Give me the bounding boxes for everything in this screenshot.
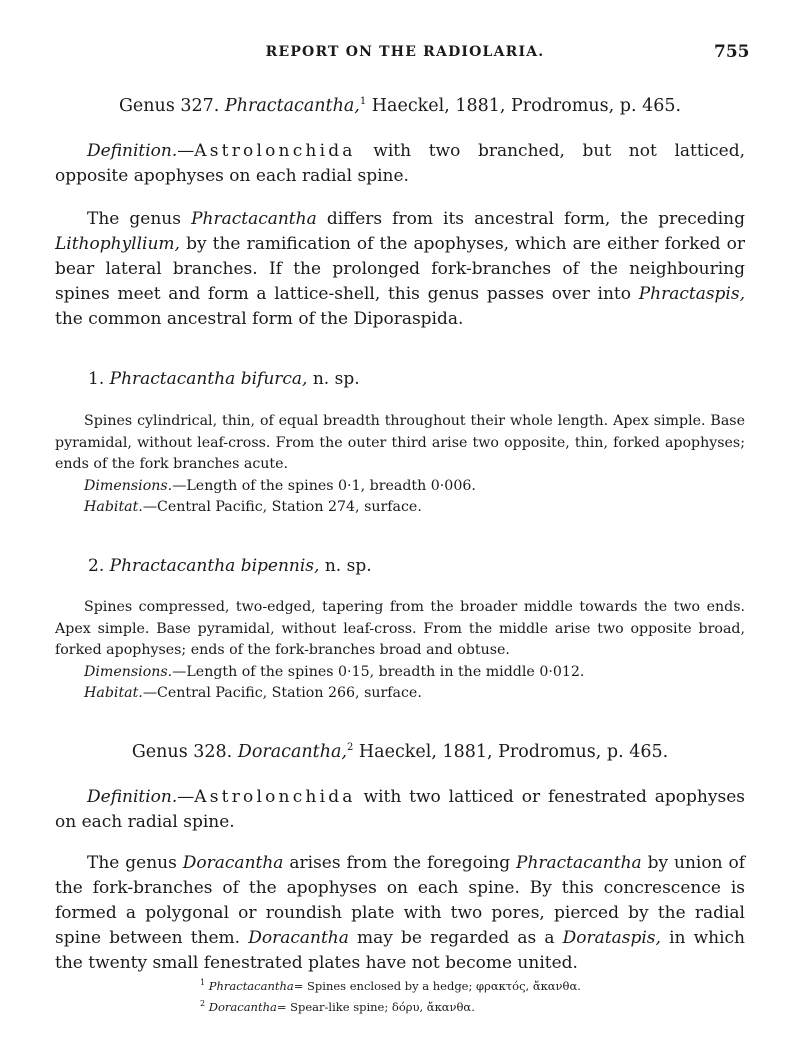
genus-328-definition: Definition.—Astrolonchida with two latticed or fenestrated apophyses on each radial spine. xyxy=(55,787,745,832)
genus-name: Doracantha, xyxy=(237,742,347,762)
species-name: Phractacantha bipennis, xyxy=(109,556,320,576)
page-number: 755 xyxy=(714,42,750,62)
dimensions-line: Dimensions.—Length of the spines 0·15, breadth in the middle 0·012. xyxy=(84,663,585,680)
genus-327-heading xyxy=(0,96,800,116)
footnote-1: $^1$ Phractacantha= Spines enclosed by a hedge; φρακτός, ἄκανθα. xyxy=(200,978,581,993)
genus-name: Phractacantha, xyxy=(224,96,360,116)
footnote-mark: 2 xyxy=(346,742,354,754)
genus-citation: Haeckel, 1881, Prodromus, p. 465. xyxy=(371,96,682,116)
definition-label: Definition. xyxy=(87,141,178,161)
running-title: REPORT ON THE RADIOLARIA. xyxy=(265,44,545,60)
species-1-description: Spines cylindrical, thin, of equal breadth throughout their whole length. Apex simple. Base pyramidal, without leaf-cross. From the outer third arise two opposite, thin, forked apophyses; ends of the fork branches acute. Dimensions.—Length of the spines 0·1, breadth 0·006. Habitat.—Central Pacific, Station 274, surface. xyxy=(55,411,745,519)
dimensions-line: Dimensions.—Length of the spines 0·1, breadth 0·006. xyxy=(84,477,476,494)
genus-328-heading xyxy=(0,742,800,762)
habitat-line: Habitat.—Central Pacific, Station 274, surface. xyxy=(84,499,422,515)
genus-prefix: Genus 328. xyxy=(131,742,233,762)
page-header xyxy=(0,42,800,66)
footnotes xyxy=(200,974,760,1016)
footnote-2: $^2$ Doracantha= Spear-like spine; δόρυ, ἄκανθα. xyxy=(200,998,475,1014)
species-2-heading: 2. Phractacantha bipennis, n. sp. xyxy=(88,556,372,576)
footnote-mark: 1 xyxy=(359,96,367,108)
genus-prefix: Genus 327. xyxy=(118,96,220,116)
definition-group: Astrolonchida xyxy=(194,141,356,161)
habitat-line: Habitat.—Central Pacific, Station 266, surface. xyxy=(84,685,422,701)
definition-text: with two latticed or fenestrated apophyses on each radial spine. xyxy=(55,787,745,832)
genus-327-definition: Definition.—Astrolonchida with two branched, but not latticed, opposite apophyses on each radial spine. xyxy=(55,141,745,186)
definition-text: with two branched, but not latticed, opposite apophyses on each radial spine. xyxy=(55,141,745,186)
genus-citation: Haeckel, 1881, Prodromus, p. 465. xyxy=(358,742,669,762)
definition-label: Definition. xyxy=(87,787,178,807)
genus-327-body: The genus Phractacantha differs from its ancestral form, the preceding Lithophyllium, by the ramification of the apophyses, which are either forked or bear lateral branches. If the prolonged fork-branches of the neighbouring spines meet and form a lattice-shell, this genus passes over into Phractaspis, the common ancestral form of the Diporaspida. xyxy=(55,209,746,329)
genus-328-body: The genus Doracantha arises from the foregoing Phractacantha by union of the fork-branches of the apophyses on each spine. By this concrescence is formed a polygonal or roundish plate with two pores, pierced by the radial spine between them. Doracantha may be regarded as a Dorataspis, in which the twenty small fenestrated plates have not become united. xyxy=(55,853,746,973)
species-2-description: Spines compressed, two-edged, tapering from the broader middle towards the two ends. Apex simple. Base pyramidal, without leaf-cross. From the middle arise two opposite broad, forked apophyses; ends of the fork-branches broad and obtuse. Dimensions.—Length of the spines 0·15, breadth in the middle 0·012. Habitat.—Central Pacific, Station 266, surface. xyxy=(55,597,745,705)
definition-group: Astrolonchida xyxy=(194,787,356,807)
species-name: Phractacantha bifurca, xyxy=(109,369,308,389)
species-1-heading: 1. Phractacantha bifurca, n. sp. xyxy=(88,369,360,389)
